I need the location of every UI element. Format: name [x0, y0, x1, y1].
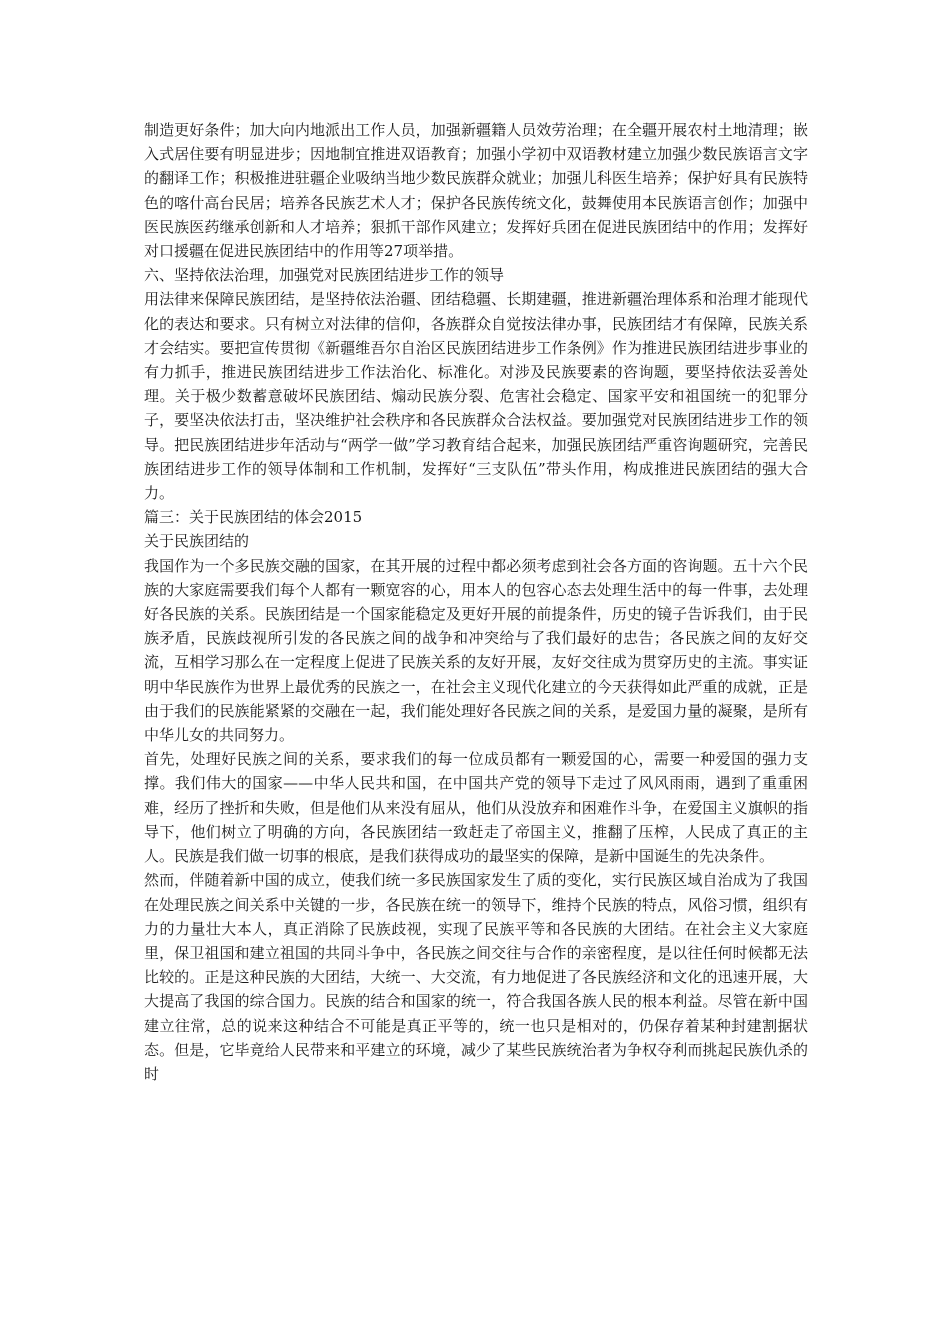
paragraph-measures-list: 制造更好条件；加大向内地派出工作人员，加强新疆籍人员效劳治理；在全疆开展农村土地清理；嵌入式居住要有明显进步；因地制宜推进双语教育；加强小学初中双语教材建立加强少数民族语言文字的翻译工作；积极推进驻疆企业吸纳当地少数民族群众就业；加强儿科医生培养；保护好具有民族特色的喀什高台民居；培养各民族艺术人才；保护各民族传统文化，鼓舞使用本民族语言创作；加强中医民族医药继承创新和人才培养；狠抓干部作风建立；发挥好兵团在促进民族团结中的作用；发挥好对口援疆在促进民族团结中的作用等27项举措。 [144, 121, 808, 261]
section-heading-rule-of-law: 六、坚持依法治理，加强党对民族团结进步工作的领导 [144, 266, 505, 285]
paragraph-first: 首先，处理好民族之间的关系，要求我们的每一位成员都有一颗爱国的心，需要一种爱国的强力支撑。我们伟大的国家——中华人民共和国，在中国共产党的领导下走过了风风雨雨，遇到了重重困难，经历了挫折和失败，但是他们从来没有屈从，他们从没放弃和困难作斗争，在爱国主义旗帜的指导下，他们树立了明确的方向，各民族团结一致赶走了帝国主义，推翻了压榨，人民成了真正的主人。民族是我们做一切事的根底，是我们获得成功的最坚实的保障，是新中国诞生的先决条件。 [144, 750, 808, 866]
document-page [144, 118, 808, 1086]
paragraph-intro: 我国作为一个多民族交融的国家，在其开展的过程中都必须考虑到社会各方面的咨询题。五十六个民族的大家庭需要我们每个人都有一颗宽容的心，用本人的包容心态去处理生活中的每一件事，去处理好各民族的关系。民族团结是一个国家能稳定及更好开展的前提条件，历史的镜子告诉我们，由于民族矛盾，民族歧视所引发的各民族之间的战争和冲突给与了我们最好的忠告；各民族之间的友好交流，互相学习那么在一定程度上促进了民族关系的友好开展，友好交往成为贯穿历史的主流。事实证明中华民族作为世界上最优秀的民族之一，在社会主义现代化建立的今天获得如此严重的成就，正是由于我们的民族能紧紧的交融在一起，我们能处理好各民族之间的关系，是爱国力量的凝聚，是所有中华儿女的共同努力。 [144, 556, 808, 745]
paragraph-rule-of-law: 用法律来保障民族团结，是坚持依法治疆、团结稳疆、长期建疆，推进新疆治理体系和治理才能现代化的表达和要求。只有树立对法律的信仰，各族群众自觉按法律办事，民族团结才有保障，民族关系才会结实。要把宣传贯彻《新疆维吾尔自治区民族团结进步工作条例》作为推进民族团结进步事业的有力抓手，推进民族团结进步工作法治化、标准化。对涉及民族要素的咨询题，要坚持依法妥善处理。关于极少数蓄意破坏民族团结、煽动民族分裂、危害社会稳定、国家平安和祖国统一的犯罪分子，要坚决依法打击，坚决维护社会秩序和各民族群众合法权益。要加强党对民族团结进步工作的领导。把民族团结进步年活动与“两学一做”学习教育结合起来，加强民族团结严重咨询题研究，完善民族团结进步工作的领导体制和工作机制，发挥好“三支队伍”带头作用，构成推进民族团结的强大合力。 [144, 290, 808, 503]
paragraph-however: 然而，伴随着新中国的成立，使我们统一多民族国家发生了质的变化，实行民族区域自治成为了我国在处理民族之间关系中关键的一步，各民族在统一的领导下，维持个民族的特点，风俗习惯，组织有力的力量壮大本人，真正消除了民族歧视，实现了民族平等和各民族的大团结。在社会主义大家庭里，保卫祖国和建立祖国的共同斗争中，各民族之间交往与合作的亲密程度，是以往任何时候都无法比较的。正是这种民族的大团结，大统一、大交流，有力地促进了各民族经济和文化的迅速开展，大大提高了我国的综合国力。民族的结合和国家的统一，符合我国各族人民的根本利益。尽管在新中国建立往常，总的说来这种结合不可能是真正平等的，统一也只是相对的，仍保存着某种封建割据状态。但是，它毕竟给人民带来和平建立的环境，减少了某些民族统治者为争权夺利而挑起民族仇杀的时 [144, 871, 808, 1083]
chapter-heading-part-three: 篇三：关于民族团结的体会2015 [144, 508, 363, 527]
subtitle-ethnic-unity: 关于民族团结的 [144, 532, 250, 551]
